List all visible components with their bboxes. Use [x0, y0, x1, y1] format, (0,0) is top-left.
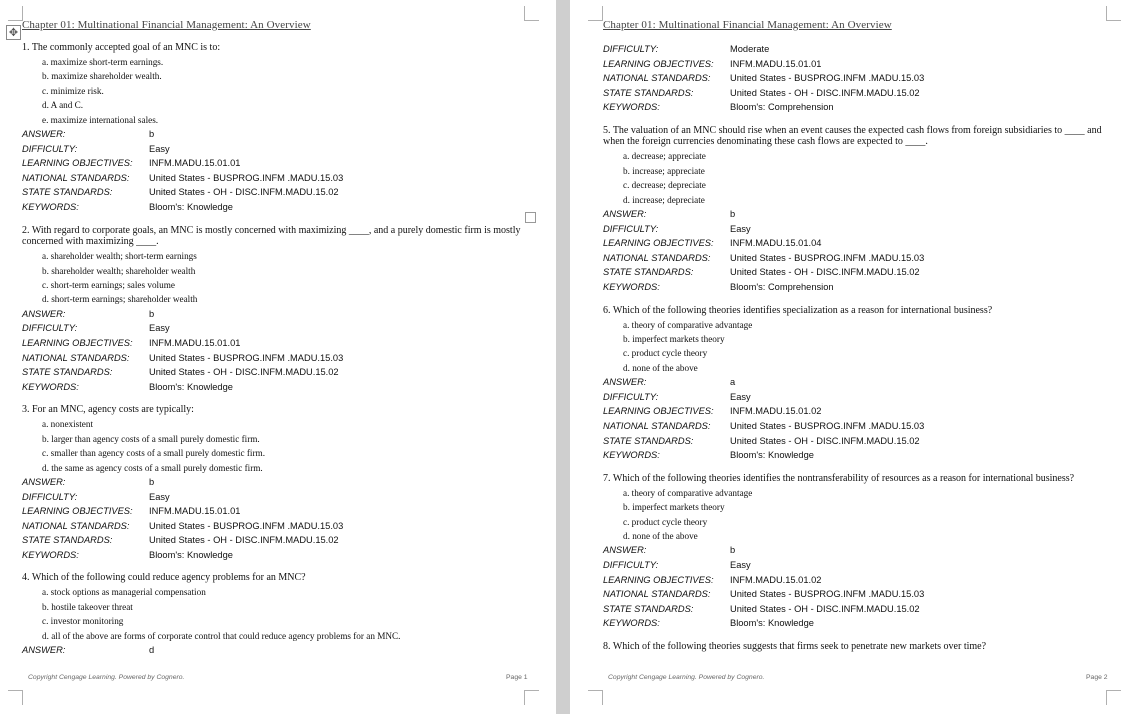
answer-row [22, 127, 532, 142]
meta-label: DIFFICULTY: [22, 491, 78, 502]
margin-corner-mark [588, 690, 603, 705]
meta-label: LEARNING OBJECTIVES: [22, 506, 133, 517]
national-standards-row [603, 419, 1115, 434]
meta-value: United States - BUSPROG.INFM .MADU.15.03 [149, 520, 344, 531]
meta-label: ANSWER: [22, 645, 66, 656]
learning-objectives-row [603, 57, 1115, 72]
difficulty-row [603, 558, 1115, 573]
meta-value: Bloom's: Knowledge [730, 450, 814, 461]
answer-row [603, 543, 1115, 558]
learning-objectives-row [603, 404, 1115, 419]
margin-corner-mark [524, 690, 539, 705]
answer-option: d. none of the above [623, 362, 698, 373]
state-standards-row [603, 434, 1115, 449]
answer-option: d. short-term earnings; shareholder wealth [42, 294, 198, 305]
meta-value: INFM.MADU.15.01.01 [149, 158, 241, 169]
meta-value: United States - OH - DISC.INFM.MADU.15.02 [730, 267, 920, 278]
footer-copyright [28, 674, 184, 681]
answer-option: a. shareholder wealth; short-term earnings [42, 251, 197, 262]
question-text: 3. For an MNC, agency costs are typically: [22, 404, 194, 416]
answer-option: b. maximize shareholder wealth. [42, 71, 162, 82]
meta-value: United States - OH - DISC.INFM.MADU.15.02 [730, 435, 920, 446]
meta-label: DIFFICULTY: [22, 323, 78, 334]
meta-value: b [149, 308, 155, 319]
page-header: Chapter 01: Multinational Financial Management: An Overview [22, 19, 311, 31]
question-text: 5. The valuation of an MNC should rise when an event causes the expected cash flows from foreign subsidiaries to ____ and when the foreign currencies denominating these cash flows are expected to ____. [603, 124, 1102, 148]
margin-corner-mark [1106, 6, 1121, 21]
answer-option: c. product cycle theory [623, 348, 708, 359]
meta-label: ANSWER: [603, 209, 647, 220]
meta-value: INFM.MADU.15.01.01 [730, 58, 822, 69]
meta-label: KEYWORDS: [603, 102, 660, 113]
meta-value: b [149, 476, 155, 487]
meta-label: KEYWORDS: [603, 450, 660, 461]
meta-label: DIFFICULTY: [603, 391, 659, 402]
state-standards-row [22, 533, 532, 548]
answer-row [22, 643, 532, 658]
learning-objectives-row [603, 236, 1115, 251]
difficulty-row [603, 42, 1115, 57]
footer-copyright [608, 674, 764, 681]
meta-label: STATE STANDARDS: [22, 367, 113, 378]
answer-option: a. theory of comparative advantage [623, 319, 753, 330]
national-standards-row [603, 587, 1115, 602]
margin-corner-mark [1106, 690, 1121, 705]
meta-label: ANSWER: [603, 377, 647, 388]
state-standards-row [603, 86, 1115, 101]
meta-value: United States - OH - DISC.INFM.MADU.15.02 [149, 535, 339, 546]
meta-label: NATIONAL STANDARDS: [22, 172, 130, 183]
page-number: Page 1 [506, 674, 528, 681]
meta-label: LEARNING OBJECTIVES: [22, 337, 133, 348]
meta-value: United States - BUSPROG.INFM .MADU.15.03 [149, 172, 344, 183]
copyright-text: Copyright Cengage Learning. Powered by Cognero. [608, 674, 765, 681]
meta-value: Bloom's: Comprehension [730, 102, 834, 113]
meta-label: NATIONAL STANDARDS: [603, 73, 711, 84]
question-block [22, 42, 532, 215]
meta-value: United States - BUSPROG.INFM .MADU.15.03 [730, 421, 925, 432]
meta-value: United States - BUSPROG.INFM .MADU.15.03 [730, 252, 925, 263]
meta-value: Easy [149, 491, 170, 502]
meta-value: Moderate [730, 44, 770, 54]
meta-value: a [730, 377, 736, 388]
meta-value: INFM.MADU.15.01.04 [730, 238, 822, 249]
question-text: 4. Which of the following could reduce agency problems for an MNC? [22, 572, 306, 584]
question-block [603, 473, 1115, 631]
meta-label: KEYWORDS: [22, 202, 79, 212]
answer-option: b. hostile takeover threat [42, 601, 133, 612]
difficulty-row [22, 490, 532, 505]
margin-corner-mark [524, 6, 539, 21]
answer-option: a. theory of comparative advantage [623, 487, 753, 498]
meta-label: LEARNING OBJECTIVES: [22, 158, 133, 169]
national-standards-row [22, 519, 532, 534]
keywords-row [603, 616, 1115, 631]
meta-value: b [730, 209, 736, 220]
question-text: 8. Which of the following theories suggests that firms seek to penetrate new markets over time? [603, 641, 987, 653]
answer-option: b. imperfect markets theory [623, 334, 725, 345]
answer-option: d. A and C. [42, 100, 84, 111]
document-page-2 [570, 0, 1126, 714]
question-block [603, 641, 1115, 653]
meta-label: DIFFICULTY: [603, 223, 659, 234]
question-block [603, 305, 1115, 463]
meta-value: Bloom's: Knowledge [149, 549, 233, 560]
difficulty-row [603, 222, 1115, 237]
state-standards-row [22, 185, 532, 200]
meta-label: KEYWORDS: [22, 381, 79, 392]
answer-option: a. stock options as managerial compensation [42, 587, 206, 598]
answer-row [22, 475, 532, 490]
answer-option: d. increase; depreciate [623, 194, 705, 205]
learning-objectives-row [22, 336, 532, 351]
page-header: Chapter 01: Multinational Financial Management: An Overview [603, 19, 892, 31]
copyright-text: Copyright Cengage Learning. Powered by Cognero. [28, 674, 185, 681]
meta-label: DIFFICULTY: [603, 44, 659, 54]
keywords-row [22, 200, 532, 215]
meta-label: LEARNING OBJECTIVES: [603, 238, 714, 249]
document-page-1 [0, 0, 556, 714]
national-standards-row [603, 71, 1115, 86]
answer-option: c. short-term earnings; sales volume [42, 279, 175, 290]
learning-objectives-row [22, 504, 532, 519]
meta-value: INFM.MADU.15.01.01 [149, 506, 241, 517]
meta-value: United States - BUSPROG.INFM .MADU.15.03 [730, 73, 925, 84]
meta-label: KEYWORDS: [603, 618, 660, 629]
meta-value: Bloom's: Knowledge [149, 381, 233, 392]
meta-label: STATE STANDARDS: [603, 267, 694, 278]
answer-option: b. larger than agency costs of a small purely domestic firm. [42, 433, 260, 444]
meta-value: INFM.MADU.15.01.01 [149, 337, 241, 348]
meta-label: NATIONAL STANDARDS: [603, 252, 711, 263]
state-standards-row [22, 365, 532, 380]
answer-option: d. all of the above are forms of corporate control that could reduce agency problems for an MNC. [42, 630, 401, 641]
meta-label: STATE STANDARDS: [22, 187, 113, 198]
answer-option: c. product cycle theory [623, 516, 708, 527]
meta-value: United States - BUSPROG.INFM .MADU.15.03 [730, 589, 925, 600]
meta-value: INFM.MADU.15.01.02 [730, 406, 822, 417]
meta-label: STATE STANDARDS: [603, 603, 694, 614]
meta-value: Bloom's: Knowledge [149, 202, 233, 212]
meta-value: Easy [149, 143, 170, 154]
question-block [22, 404, 532, 562]
meta-label: NATIONAL STANDARDS: [603, 421, 711, 432]
meta-value: Bloom's: Comprehension [730, 282, 834, 293]
question-block [603, 125, 1115, 295]
answer-option: a. maximize short-term earnings. [42, 57, 164, 67]
meta-label: DIFFICULTY: [603, 560, 659, 571]
learning-objectives-row [22, 156, 532, 171]
margin-corner-mark [588, 6, 603, 21]
margin-corner-mark [8, 6, 23, 21]
meta-label: ANSWER: [22, 476, 66, 487]
answer-row [603, 207, 1115, 222]
answer-option: b. increase; appreciate [623, 165, 705, 176]
national-standards-row [603, 251, 1115, 266]
difficulty-row [22, 142, 532, 157]
meta-label: NATIONAL STANDARDS: [22, 520, 130, 531]
meta-value: United States - OH - DISC.INFM.MADU.15.02 [149, 187, 339, 198]
answer-option: b. imperfect markets theory [623, 502, 725, 513]
question-text: 7. Which of the following theories identifies the nontransferability of resources as a reason for international business? [603, 472, 1075, 484]
page-1-content [22, 42, 532, 668]
answer-option: a. decrease; appreciate [623, 151, 706, 162]
difficulty-row [603, 390, 1115, 405]
meta-value: Bloom's: Knowledge [730, 618, 814, 629]
keywords-row [22, 380, 532, 395]
margin-corner-mark [8, 690, 23, 705]
question-text: 6. Which of the following theories identifies specialization as a reason for international business? [603, 304, 993, 316]
continued-meta-block [603, 42, 1115, 115]
answer-option: c. investor monitoring [42, 616, 124, 627]
meta-label: LEARNING OBJECTIVES: [603, 58, 714, 69]
keywords-row [603, 280, 1115, 295]
meta-value: d [149, 645, 155, 656]
meta-value: United States - OH - DISC.INFM.MADU.15.02 [149, 367, 339, 378]
answer-row [22, 307, 532, 322]
meta-label: ANSWER: [22, 129, 66, 140]
answer-option: c. decrease; depreciate [623, 180, 706, 191]
keywords-row [603, 448, 1115, 463]
national-standards-row [22, 171, 532, 186]
meta-label: STATE STANDARDS: [603, 87, 694, 98]
question-text: 2. With regard to corporate goals, an MNC is mostly concerned with maximizing ____, and a purely domestic firm is mostly concerned with maximizing ____. [22, 224, 521, 248]
keywords-row [603, 100, 1115, 115]
meta-label: LEARNING OBJECTIVES: [603, 574, 714, 585]
learning-objectives-row [603, 573, 1115, 588]
state-standards-row [603, 602, 1115, 617]
meta-label: KEYWORDS: [22, 549, 79, 560]
meta-value: b [149, 129, 155, 140]
meta-label: STATE STANDARDS: [603, 435, 694, 446]
keywords-row [22, 548, 532, 563]
page-number: Page 2 [1086, 674, 1108, 681]
question-block [22, 572, 532, 657]
national-standards-row [22, 351, 532, 366]
meta-label: STATE STANDARDS: [22, 535, 113, 546]
meta-value: Easy [730, 391, 751, 402]
page-2-content [603, 42, 1115, 663]
meta-value: Easy [730, 560, 751, 571]
answer-option: c. minimize risk. [42, 85, 104, 96]
meta-value: Easy [730, 223, 751, 234]
question-text: 1. The commonly accepted goal of an MNC is to: [22, 42, 221, 53]
meta-label: ANSWER: [22, 308, 66, 319]
question-block [22, 225, 532, 395]
meta-label: ANSWER: [603, 545, 647, 556]
meta-value: INFM.MADU.15.01.02 [730, 574, 822, 585]
meta-value: Easy [149, 323, 170, 334]
state-standards-row [603, 265, 1115, 280]
meta-label: NATIONAL STANDARDS: [22, 352, 130, 363]
meta-label: DIFFICULTY: [22, 143, 78, 154]
meta-label: LEARNING OBJECTIVES: [603, 406, 714, 417]
answer-option: e. maximize international sales. [42, 114, 159, 125]
meta-value: United States - OH - DISC.INFM.MADU.15.02 [730, 603, 920, 614]
meta-label: KEYWORDS: [603, 282, 660, 293]
meta-value: United States - OH - DISC.INFM.MADU.15.02 [730, 87, 920, 98]
answer-option: c. smaller than agency costs of a small purely domestic firm. [42, 448, 265, 459]
difficulty-row [22, 321, 532, 336]
meta-label: NATIONAL STANDARDS: [603, 589, 711, 600]
table-move-handle-icon[interactable]: ✥ [6, 25, 21, 40]
answer-option: a. nonexistent [42, 419, 94, 430]
answer-option: d. the same as agency costs of a small purely domestic firm. [42, 462, 263, 473]
meta-value: United States - BUSPROG.INFM .MADU.15.03 [149, 352, 344, 363]
answer-option: b. shareholder wealth; shareholder wealth [42, 265, 196, 276]
meta-value: b [730, 545, 736, 556]
answer-option: d. none of the above [623, 531, 698, 542]
answer-row [603, 375, 1115, 390]
